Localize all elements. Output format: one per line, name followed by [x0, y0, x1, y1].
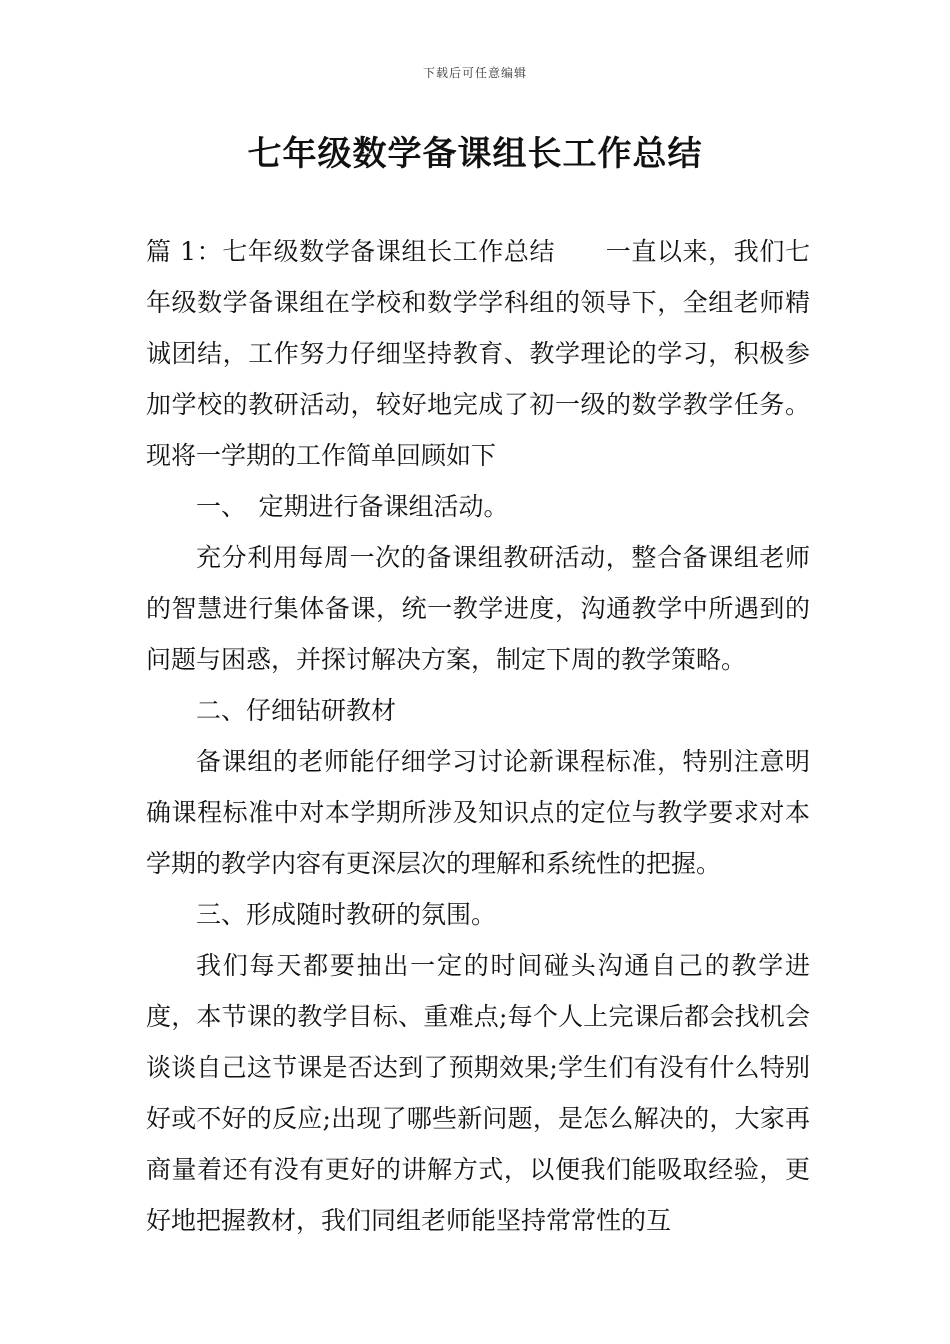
- section-3-body: 我们每天都要抽出一定的时间碰头沟通自己的教学进度，本节课的教学目标、重难点;每个人上完课后都会找机会谈谈自己这节课是否达到了预期效果;学生们有没有什么特别好或不好的反应;出现了哪些新问题，是怎么解决的，大家再商量着还有没有更好的讲解方式，以便我们能吸取经验，更好地把握教材，我们同组老师能坚持常常性的互: [146, 951, 810, 1235]
- section-1-heading: 一、 定期进行备课组活动。: [196, 492, 509, 521]
- intro-label: 篇 1：七年级数学备课组长工作总结: [146, 237, 556, 266]
- intro-paragraph: [146, 226, 810, 481]
- intro-text: 一直以来，我们七年级数学备课组在学校和数学学科组的领导下，全组老师精诚团结，工作努力仔细坚持教育、教学理论的学习，积极参加学校的教研活动，较好地完成了初一级的数学教学任务。现将一学期的工作简单回顾如下: [146, 237, 810, 470]
- section-2-heading: 二、仔细钻研教材: [196, 696, 397, 725]
- section-1-body: 充分利用每周一次的备课组教研活动，整合备课组老师的智慧进行集体备课，统一教学进度，沟通教学中所遇到的问题与困惑，并探讨解决方案，制定下周的教学策略。: [146, 543, 810, 674]
- document-body: [146, 226, 810, 1246]
- page-header-note: 下载后可任意编辑: [422, 66, 527, 80]
- section-3-heading: 三、形成随时教研的氛围。: [196, 900, 497, 929]
- section-2-body: 备课组的老师能仔细学习讨论新课程标准，特别注意明确课程标准中对本学期所涉及知识点的定位与教学要求对本学期的教学内容有更深层次的理解和系统性的把握。: [146, 747, 810, 878]
- document-title: 七年级数学备课组长工作总结: [247, 134, 703, 174]
